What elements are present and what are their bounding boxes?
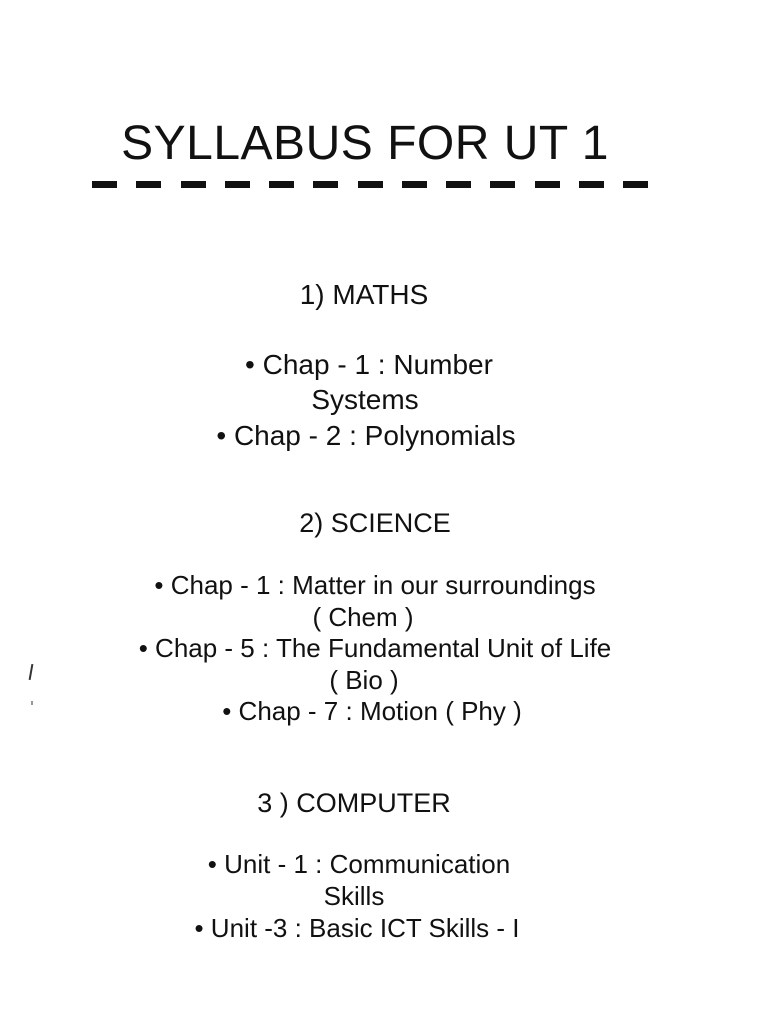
maths-item-1-cont: Systems — [311, 384, 419, 415]
dash — [579, 181, 604, 188]
dash — [225, 181, 250, 188]
section-heading-computer: 3 ) COMPUTER — [257, 788, 451, 818]
science-item-2: • Chap - 5 : The Fundamental Unit of Life — [138, 633, 612, 663]
maths-item-1: • Chap - 1 : Number — [245, 349, 493, 380]
dash — [446, 181, 471, 188]
dash — [358, 181, 383, 188]
page-title: SYLLABUS FOR UT 1 — [121, 117, 609, 170]
science-item-2-cont: ( Bio ) — [329, 665, 399, 695]
dash — [535, 181, 560, 188]
dash — [269, 181, 294, 188]
section-heading-science: 2) SCIENCE — [299, 508, 451, 538]
dash — [181, 181, 206, 188]
science-item-3: • Chap - 7 : Motion ( Phy ) — [222, 696, 522, 726]
dash — [313, 181, 338, 188]
dash — [490, 181, 515, 188]
dash — [136, 181, 161, 188]
computer-item-2: • Unit -3 : Basic ICT Skills - I — [194, 913, 520, 943]
scan-mark — [31, 701, 33, 705]
title-dashed-underline — [92, 181, 648, 188]
maths-item-2: • Chap - 2 : Polynomials — [216, 420, 516, 451]
dash — [623, 181, 648, 188]
science-item-1-cont: ( Chem ) — [312, 602, 414, 632]
dash — [402, 181, 427, 188]
computer-item-1-cont: Skills — [323, 881, 385, 911]
science-item-1: • Chap - 1 : Matter in our surroundings — [154, 570, 596, 600]
section-heading-maths: 1) MATHS — [299, 279, 429, 310]
dash — [92, 181, 117, 188]
computer-item-1: • Unit - 1 : Communication — [207, 849, 511, 879]
